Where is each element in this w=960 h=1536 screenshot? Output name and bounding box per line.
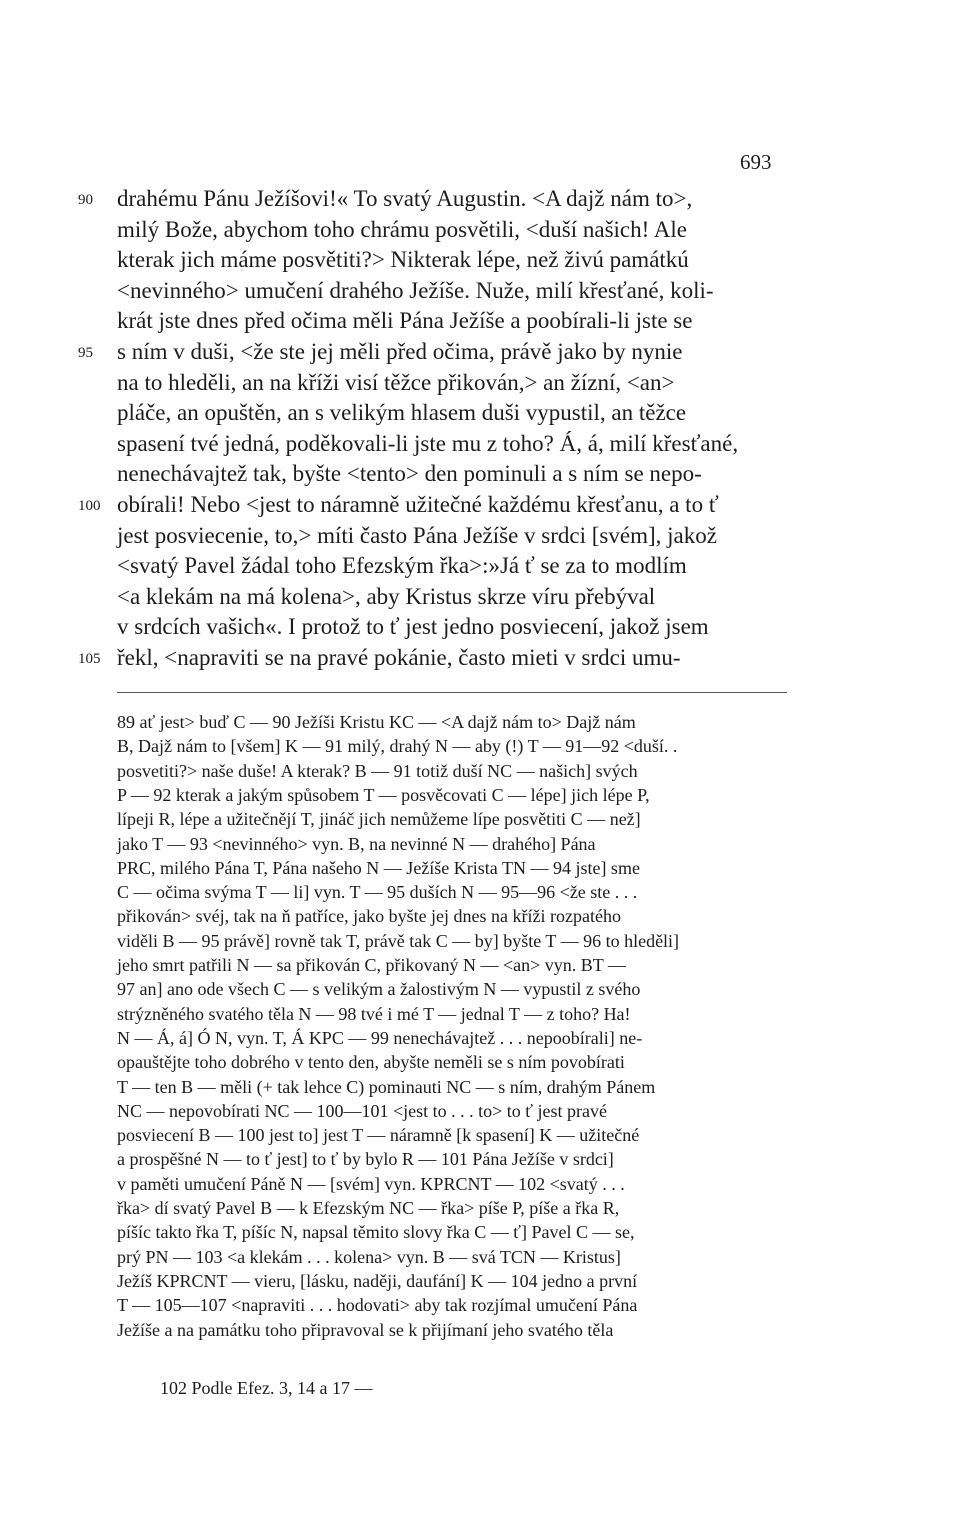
text-line: na to hleděli, an na kříži visí těžce přikován,> an žízní, <an> (117, 369, 675, 395)
text-line: <a klekám na má kolena>, aby Kristus skrze víru přebýval (117, 583, 656, 609)
apparatus-line: 89 ať jest> buď C — 90 Ježíši Kristu KC — <A dajž nám to> Dajž nám (117, 712, 636, 732)
apparatus-line: píšíc takto řka T, píšíc N, napsal těmito slovy řka C — ť] Pavel C — se, (117, 1222, 635, 1243)
apparatus-line: T — ten B — měli (+ tak lehce C) pominauti NC — s ním, drahým Pánem (117, 1076, 656, 1097)
apparatus-line: N — Á, á] Ó N, vyn. T, Á KPC — 99 nenechávajtež . . . nepoobírali] ne- (117, 1027, 643, 1048)
page-number: 693 (740, 150, 772, 174)
apparatus-line: viděli B — 95 právě] rovně tak T, právě tak C — by] byšte T — 96 to hleděli] (117, 930, 680, 951)
apparatus-line: a prospěšné N — to ť jest] to ť by bylo R — 101 Pána Ježíše v srdci] (117, 1149, 614, 1170)
source-reference: 102 Podle Efez. 3, 14 a 17 — (160, 1378, 373, 1398)
line-number: 100 (78, 498, 101, 514)
apparatus-line: v paměti umučení Páně N — [svém] vyn. KPRCNT — 102 <svatý . . . (117, 1173, 625, 1194)
apparatus-line: posvetiti?> naše duše! A kterak? B — 91 totiž duší NC — našich] svých (117, 760, 638, 781)
text-line: <nevinného> umučení drahého Ježíše. Nuže, milí křesťané, koli- (117, 277, 714, 303)
line-number: 105 (78, 651, 101, 667)
text-line: <svatý Pavel žádal toho Efezským řka>:»Já ť se za to modlím (117, 553, 687, 579)
apparatus-line: lípeji R, lépe a užitečnějí T, jináč jich nemůžeme lípe posvětiti C — než] (117, 809, 641, 830)
apparatus-line: Ježíše a na památku toho připravoval se k přijímaní jeho svatého těla (117, 1319, 614, 1340)
apparatus-line: posviecení B — 100 jest to] jest T — náramně [k spasení] K — užitečné (117, 1125, 640, 1146)
text-line: s ním v duši, <že ste jej měli před očima, právě jako by nynie (117, 339, 683, 364)
apparatus-line: jeho smrt patřili N — sa přikován C, přikovaný N — <an> vyn. BT — (117, 955, 626, 975)
text-line: kterak jich máme posvětiti?> Nikterak lépe, než živú památkú (117, 247, 689, 273)
text-line: v srdcích vašich«. I protož to ť jest jedno posviecení, jakož jsem (117, 614, 709, 640)
apparatus-line: PRC, milého Pána T, Pána našeho N — Ježíše Krista TN — 94 jste] sme (117, 857, 640, 878)
text-line: řekl, <napraviti se na pravé pokánie, často mieti v srdci umu- (117, 645, 681, 670)
footnote-separator (117, 692, 787, 693)
apparatus-line: řka> dí svatý Pavel B — k Efezským NC — řka> píše P, píše a řka R, (117, 1198, 620, 1218)
apparatus-line: opauštějte toho dobrého v tento den, abyšte neměli se s ním povobírati (117, 1052, 625, 1073)
apparatus-line: P — 92 kterak a jakým spůsobem T — posvěcovati C — lépe] jich lépe P, (117, 784, 650, 805)
text-line: nenechávajtež tak, byšte <tento> den pominuli a s ním se nepo- (117, 461, 702, 487)
apparatus-line: C — očima svýma T — li] vyn. T — 95 duších N — 95—96 <že ste . . . (117, 882, 638, 903)
apparatus-line: strýzněného svatého těla N — 98 tvé i mé T — jednal T — z toho? Ha! (117, 1003, 631, 1024)
apparatus-line: přikován> svéj, tak na ň patříce, jako byšte jej dnes na kříži rozpatého (117, 906, 621, 927)
text-line: obírali! Nebo <jest to náramně užitečné každému křesťanu, a to ť (117, 492, 719, 517)
apparatus-line: B, Dajž nám to [všem] K — 91 milý, drahý N — aby (!) T — 91—92 <duší. . (117, 736, 678, 757)
apparatus-line: prý PN — 103 <a klekám . . . kolena> vyn. B — svá TCN — Kristus] (117, 1246, 621, 1267)
text-line: pláče, an opuštěn, an s velikým hlasem duši vypustil, an těžce (117, 400, 687, 426)
text-line: spasení tvé jedná, poděkovali-li jste mu z toho? Á, á, milí křesťané, (117, 430, 739, 456)
apparatus-line: NC — nepovobírati NC — 100—101 <jest to . . . to> to ť jest pravé (117, 1100, 607, 1121)
text-line: milý Bože, abychom toho chrámu posvětili, <duší našich! Ale (117, 216, 687, 242)
text-line: jest posviecenie, to,> míti často Pána Ježíše v srdci [svém], jakož (117, 522, 717, 548)
apparatus-line: Ježíš KPRCNT — vieru, [lásku, naději, daufání] K — 104 jedno a první (117, 1270, 638, 1291)
line-number: 95 (78, 345, 93, 361)
line-number: 90 (78, 192, 93, 208)
text-line: drahému Pánu Ježíšovi!« To svatý Augustin. <A dajž nám to>, (117, 186, 693, 211)
apparatus-line: 97 an] ano ode všech C — s velikým a žalostivým N — vypustil z svého (117, 979, 641, 1000)
text-line: krát jste dnes před očima měli Pána Ježíše a poobírali-li jste se (117, 308, 693, 334)
apparatus-line: jako T — 93 <nevinného> vyn. B, na nevinné N — drahého] Pána (117, 833, 596, 854)
apparatus-line: T — 105—107 <napraviti . . . hodovati> aby tak rozjímal umučení Pána (117, 1295, 638, 1316)
